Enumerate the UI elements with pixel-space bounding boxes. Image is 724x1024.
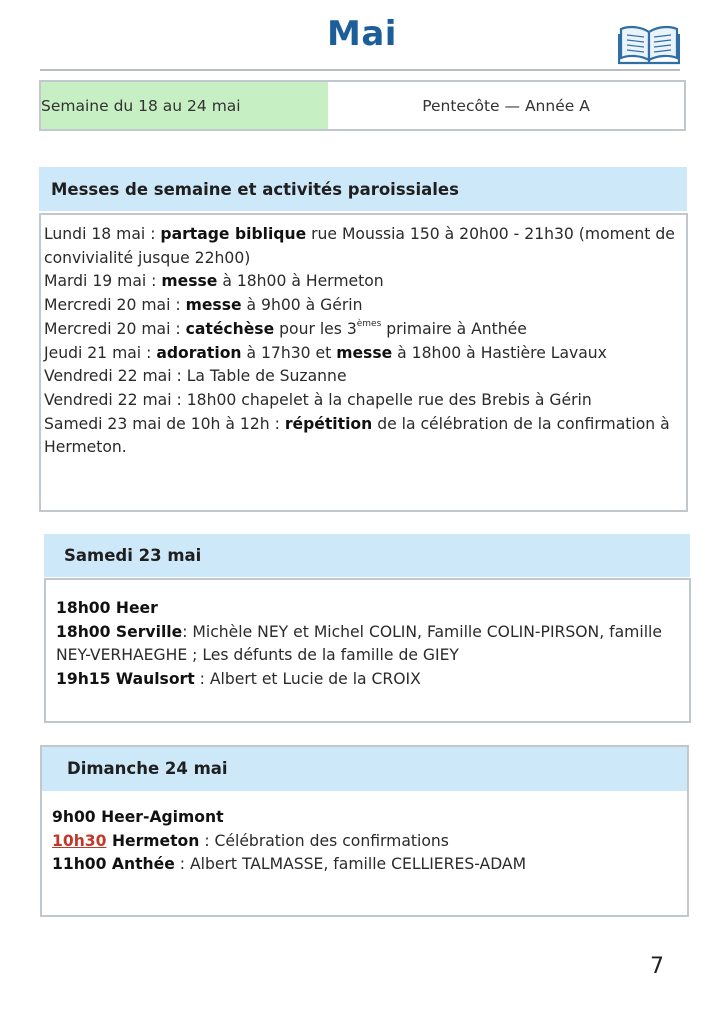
mass-entry: 11h00 Anthée : Albert TALMASSE, famille CELLIERES-ADAM <box>52 855 527 874</box>
week-label: Semaine du 18 au 24 mai <box>41 82 328 129</box>
saturday-body <box>44 578 691 723</box>
page-title: Mai <box>327 14 397 54</box>
page-number: 7 <box>650 954 664 979</box>
weekday-section-heading: Messes de semaine et activités paroissiales <box>39 167 687 211</box>
weekday-line: Vendredi 22 mai : La Table de Suzanne <box>44 367 347 386</box>
saturday-heading: Samedi 23 mai <box>44 534 690 577</box>
week-banner <box>39 80 686 131</box>
weekday-line: Lundi 18 mai : partage biblique rue Moussia 150 à 20h00 - 21h30 (moment de convivialité jusque 22h00) <box>44 225 675 267</box>
highlighted-time: 10h30 <box>52 831 107 850</box>
mass-entry: 18h00 Serville: Michèle NEY et Michel COLIN, Famille COLIN-PIRSON, famille NEY-VERHAEGHE ; Les défunts de la famille de GIEY <box>56 622 662 665</box>
weekday-line: Samedi 23 mai de 10h à 12h : répétition de la célébration de la confirmation à Hermeton. <box>44 414 670 457</box>
mass-entry: 19h15 Waulsort : Albert et Lucie de la CROIX <box>56 670 421 689</box>
weekday-section-body <box>39 213 688 512</box>
mass-entry: 9h00 Heer-Agimont <box>52 808 224 826</box>
sunday-heading: Dimanche 24 mai <box>41 746 687 791</box>
open-book-icon <box>618 24 680 66</box>
weekday-line: Vendredi 22 mai : 18h00 chapelet à la chapelle rue des Brebis à Gérin <box>44 390 592 409</box>
header-divider <box>40 69 680 71</box>
weekday-line: Jeudi 21 mai : adoration à 17h30 et messe à 18h00 à Hastière Lavaux <box>44 343 607 362</box>
weekday-line: Mercredi 20 mai : catéchèse pour les 3èmes primaire à Anthée <box>44 318 527 338</box>
weekday-line: Mardi 19 mai : messe à 18h00 à Hermeton <box>44 272 384 291</box>
mass-entry: 18h00 Heer <box>56 599 158 617</box>
liturgy-label: Pentecôte — Année A <box>422 96 590 115</box>
sunday-body <box>40 745 689 917</box>
weekday-line: Mercredi 20 mai : messe à 9h00 à Gérin <box>44 296 363 315</box>
mass-entry: 10h30 Hermeton : Célébration des confirmations <box>52 831 449 850</box>
